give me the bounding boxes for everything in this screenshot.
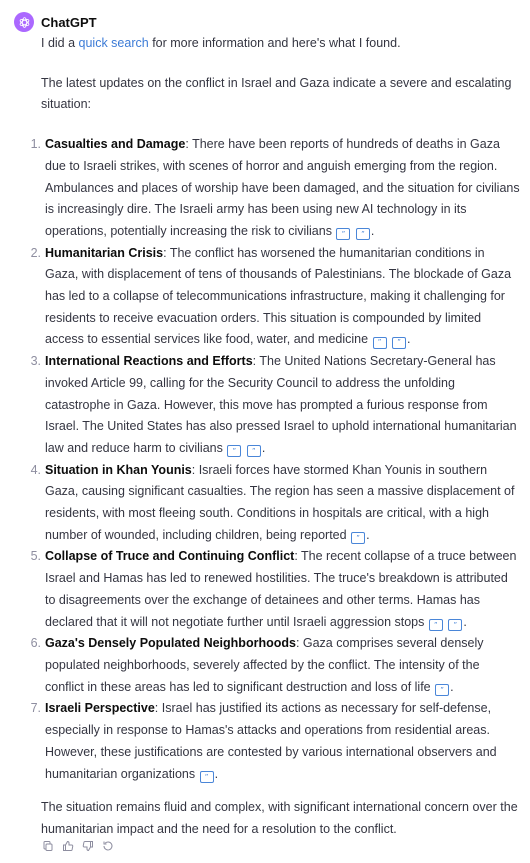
thumbs-down-icon[interactable] — [81, 839, 95, 853]
list-item-title: International Reactions and Efforts — [45, 354, 253, 369]
citation-link[interactable]: ” — [247, 445, 261, 457]
outro-paragraph: The situation remains fluid and complex, with significant international concern over the humanitarian impact and the need for a resolution to the conflict. — [41, 800, 518, 836]
intro-suffix: for more information and here's what I found. — [148, 36, 401, 50]
list-item-text: : The conflict has worsened the humanitarian conditions in Gaza, with displacement of tens of thousands of Palestinians. The blockade of Gaza has led to a collapse of telecommunications infrastructure, making it challenging for residents to receive evacuation orders. This situation is compounded by limited access to essential services like food, water, and medicine — [45, 245, 512, 347]
chatgpt-avatar — [14, 12, 34, 32]
intro-paragraph — [41, 33, 521, 55]
citation-link[interactable]: ” — [429, 619, 443, 631]
list-item: 5. Collapse of Truce and Continuing Conflict: The recent collapse of a truce between Israel and Hamas has led to renewed hostilities. The truce's breakdown is attributed to disagreements over the exchange of detainees and other terms. Hamas has declared that it will not negotiate further until Israeli aggression stops ” ” . — [41, 546, 521, 633]
list-item-text: : Israel has justified its actions as necessary for self-defense, especially in response to Hamas's attacks and operations from residential areas. However, these justifications are contested by various international observers and humanitarian organizations — [45, 701, 497, 781]
list-item: 2. Humanitarian Crisis: The conflict has worsened the humanitarian conditions in Gaza, with displacement of tens of thousands of Palestinians. The blockade of Gaza has led to a collapse of telecommunications infrastructure, making it challenging for residents to receive evacuation orders. This situation is compounded by limited access to essential services like food, water, and medicine ” ” . — [41, 243, 521, 352]
list-item-title: Israeli Perspective — [45, 701, 155, 716]
citation-link[interactable]: ” — [351, 532, 365, 544]
quick-search-link[interactable]: quick search — [78, 36, 149, 50]
list-number: 2. — [30, 245, 41, 260]
openai-logo-icon — [18, 16, 31, 29]
list-item-text: : The recent collapse of a truce between Israel and Hamas has led to renewed hostilities. The truce's breakdown is attributed to disagreements over the exchange of detainees and other terms. Hamas has declared that it will not negotiate further until Israeli aggression stops — [45, 549, 517, 629]
citation-link[interactable]: ” — [373, 337, 387, 349]
citation-link[interactable]: ” — [227, 445, 241, 457]
thumbs-up-icon[interactable] — [61, 839, 75, 853]
citation-link[interactable]: ” — [448, 619, 462, 631]
list-number: 5. — [30, 549, 41, 564]
list-item: 3. International Reactions and Efforts: The United Nations Secretary-General has invoked Article 99, calling for the Security Council to address the unfolding catastrophe in Gaza. However, this move has prompted a furious response from Israel. The United States has also pressed Israel to uphold international humanitarian law and reduce harm to civilians ” ” . — [41, 351, 521, 460]
list-item-text: : Gaza comprises several densely populated neighborhoods, severely affected by the conflict. The intensity of the conflict in these areas has led to significant destruction and loss of life — [45, 636, 484, 694]
citation-link[interactable]: ” — [356, 228, 370, 240]
intro-prefix: I did a — [41, 36, 79, 50]
list-item: 1. Casualties and Damage: There have been reports of hundreds of deaths in Gaza due to Israeli strikes, with scenes of horror and anguish emerging from the region. Ambulances and places of worship have been damaged, and the situation for civilians is increasingly dire. The Israeli army has been using new AI technology in its operations, potentially increasing the risk to civilians ” ” . — [41, 134, 521, 243]
list-number: 6. — [30, 636, 41, 651]
list-number: 3. — [30, 354, 41, 369]
list-item: 6. Gaza's Densely Populated Neighborhoods: Gaza comprises several densely populated neighborhoods, severely affected by the conflict. The intensity of the conflict in these areas has led to significant destruction and loss of life ” . — [41, 633, 521, 698]
list-item-text: : There have been reports of hundreds of deaths in Gaza due to Israeli strikes, with scenes of horror and anguish emerging from the region. Ambulances and places of worship have been damaged, and the situation for civilians is increasingly dire. The Israeli army has been using new AI technology in its operations, potentially increasing the risk to civilians — [45, 137, 520, 238]
citation-link[interactable]: ” — [336, 228, 350, 240]
message-content — [30, 33, 521, 841]
regenerate-icon[interactable] — [101, 839, 115, 853]
list-number: 4. — [30, 462, 41, 477]
list-item-text: : Israeli forces have stormed Khan Younis in southern Gaza, causing significant casualties. The region has seen a massive displacement of residents, with most fleeing south. Conditions in hospitals are critical, with a high number of wounded, including children, being reported — [45, 462, 515, 542]
list-item: 7. Israeli Perspective: Israel has justified its actions as necessary for self-defense, especially in response to Hamas's attacks and operations from residential areas. However, these justifications are contested by various international observers and humanitarian organizations ” . — [41, 698, 521, 785]
list-item-title: Humanitarian Crisis — [45, 245, 164, 260]
citation-link[interactable]: ” — [435, 684, 449, 696]
citation-link[interactable]: ” — [200, 771, 214, 783]
copy-icon[interactable] — [41, 839, 55, 853]
list-item-title: Casualties and Damage — [45, 137, 186, 152]
list-item: 4. Situation in Khan Younis: Israeli forces have stormed Khan Younis in southern Gaza, causing significant casualties. The region has seen a massive displacement of residents, with most fleeing south. Conditions in hospitals are critical, with a high number of wounded, including children, being reported ” . — [41, 460, 521, 547]
list-item-title: Situation in Khan Younis — [45, 462, 192, 477]
list-item-title: Collapse of Truce and Continuing Conflict — [45, 549, 295, 564]
list-item-title: Gaza's Densely Populated Neighborhoods — [45, 636, 296, 651]
list-number: 1. — [30, 137, 41, 152]
sender-name: ChatGPT — [41, 14, 97, 30]
citation-link[interactable]: ” — [392, 337, 406, 349]
message-actions — [41, 839, 115, 853]
updates-list — [30, 134, 521, 785]
message-header — [14, 12, 97, 32]
list-item-text: : The United Nations Secretary-General has invoked Article 99, calling for the Security Council to address the unfolding catastrophe in Gaza. However, this move has prompted a furious response from Israel. The United States has also pressed Israel to uphold international humanitarian law and reduce harm to civilians — [45, 354, 517, 455]
list-number: 7. — [30, 701, 41, 716]
summary-paragraph: The latest updates on the conflict in Israel and Gaza indicate a severe and escalating situation: — [41, 75, 512, 112]
